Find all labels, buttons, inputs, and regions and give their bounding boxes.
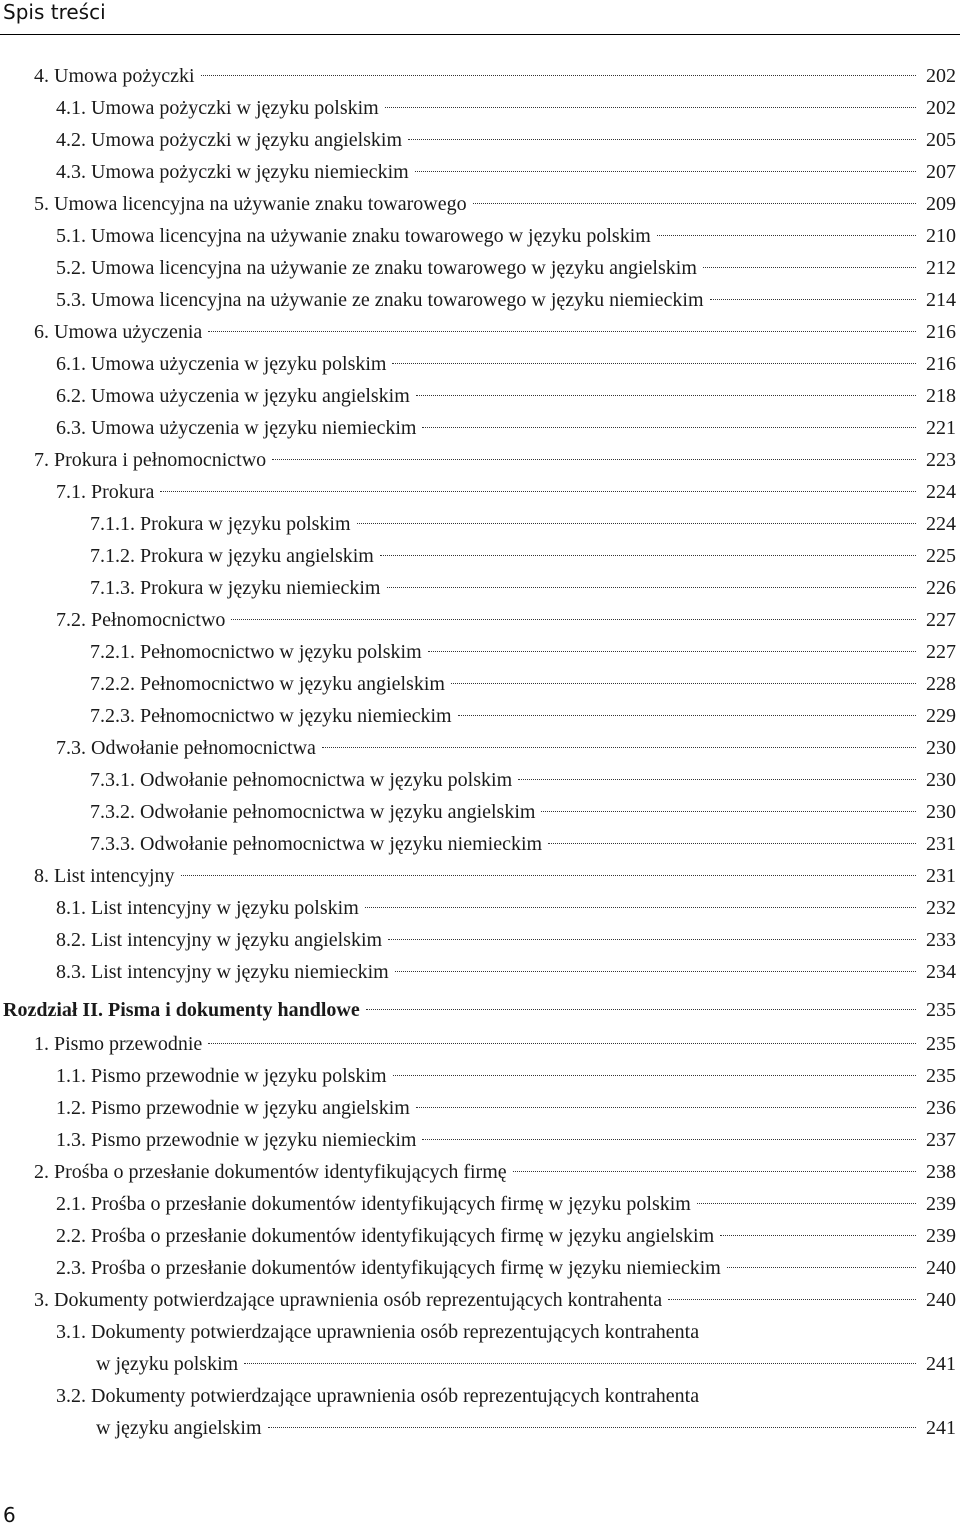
toc-entry-number: 1.2.: [56, 1097, 86, 1119]
toc-entry-number: 7.3.1.: [90, 769, 135, 791]
toc-entry-title: Prokura w języku niemieckim: [140, 577, 381, 599]
toc-entry-page: 223: [926, 449, 956, 471]
toc-entry-number: Rozdział II.: [3, 999, 103, 1021]
toc-entry-title: Prośba o przesłanie dokumentów identyfikujących firmę w języku niemieckim: [91, 1257, 721, 1279]
dot-leader: [385, 107, 916, 108]
toc-entry-page: 202: [926, 65, 956, 87]
toc-entry[interactable]: [90, 542, 960, 570]
toc-row: [0, 126, 960, 154]
toc-entry-number: 1.3.: [56, 1129, 86, 1151]
toc-entry-number: 7.2.2.: [90, 673, 135, 695]
toc-entry[interactable]: [56, 1382, 699, 1410]
toc-entry[interactable]: [56, 1318, 699, 1346]
toc-entry-page: 227: [926, 609, 956, 631]
toc-entry-title: Dokumenty potwierdzające uprawnienia osób reprezentujących kontrahenta: [54, 1289, 663, 1311]
toc-entry-page: 232: [926, 897, 956, 919]
toc-entry-title: Umowa użyczenia w języku niemieckim: [91, 417, 417, 439]
toc-entry-page: 216: [926, 353, 956, 375]
toc-entry[interactable]: [3, 996, 960, 1024]
toc-entry-page: 230: [926, 801, 956, 823]
dot-leader: [380, 555, 916, 556]
toc-entry-number: 8.2.: [56, 929, 86, 951]
toc-entry-page: 207: [926, 161, 956, 183]
dot-leader: [322, 747, 916, 748]
toc-row-continuation: [0, 1414, 960, 1442]
toc-entry[interactable]: [34, 446, 960, 474]
toc-entry-title-continuation: w języku polskim: [96, 1353, 239, 1375]
dot-leader: [710, 299, 916, 300]
toc-entry-number: 8.1.: [56, 897, 86, 919]
dot-leader: [393, 1075, 916, 1076]
toc-entry-number: 7.2.1.: [90, 641, 135, 663]
toc-entry[interactable]: [34, 318, 960, 346]
toc-entry-title: Odwołanie pełnomocnictwa w języku niemieckim: [140, 833, 543, 855]
dot-leader: [697, 1203, 916, 1204]
toc-row: [0, 766, 960, 794]
toc-entry[interactable]: [90, 830, 960, 858]
toc-entry-page: 241: [926, 1353, 956, 1375]
toc-entry-page: 231: [926, 833, 956, 855]
toc-entry-number: 4.2.: [56, 129, 86, 151]
dot-leader: [395, 971, 916, 972]
toc-row: [0, 1094, 960, 1122]
toc-entry-page: 226: [926, 577, 956, 599]
toc-entry-page: 227: [926, 641, 956, 663]
toc-entry[interactable]: [90, 574, 960, 602]
toc-entry-continuation[interactable]: [96, 1414, 960, 1442]
toc-entry-page: 239: [926, 1225, 956, 1247]
toc-entry-page: 238: [926, 1161, 956, 1183]
toc-row: [0, 830, 960, 858]
toc-entry-number: 7.1.2.: [90, 545, 135, 567]
toc-row: [0, 1062, 960, 1090]
toc-entry-number: 7.3.2.: [90, 801, 135, 823]
toc-row: [0, 862, 960, 890]
toc-entry[interactable]: [56, 350, 960, 378]
toc-entry-title: Odwołanie pełnomocnictwa: [91, 737, 316, 759]
toc-entry[interactable]: [56, 1190, 960, 1218]
dot-leader: [208, 331, 916, 332]
toc-entry-number: 7.1.3.: [90, 577, 135, 599]
toc-entry[interactable]: [90, 670, 960, 698]
toc-entry-title-continuation: w języku angielskim: [96, 1417, 262, 1439]
toc-entry-title: Pełnomocnictwo w języku polskim: [140, 641, 422, 663]
toc-entry[interactable]: [56, 382, 960, 410]
dot-leader: [428, 651, 916, 652]
dot-leader: [408, 139, 916, 140]
header-title: Spis treści: [3, 0, 106, 24]
toc-row: [0, 158, 960, 186]
toc-entry-number: 3.1.: [56, 1321, 86, 1343]
dot-leader: [160, 491, 916, 492]
toc-entry-page: 228: [926, 673, 956, 695]
dot-leader: [720, 1235, 916, 1236]
toc-entry-page: 231: [926, 865, 956, 887]
toc-entry[interactable]: [56, 926, 960, 954]
toc-entry-title: Odwołanie pełnomocnictwa w języku angielskim: [140, 801, 536, 823]
toc-entry-number: 4.3.: [56, 161, 86, 183]
toc-entry[interactable]: [34, 862, 960, 890]
toc-entry-page: 236: [926, 1097, 956, 1119]
dot-leader: [181, 875, 916, 876]
toc-entry-number: 3.2.: [56, 1385, 86, 1407]
toc-entry-title: Umowa pożyczki w języku angielskim: [91, 129, 403, 151]
toc-entry-number: 7.3.: [56, 737, 86, 759]
toc-entry[interactable]: [56, 1222, 960, 1250]
toc-entry-continuation[interactable]: [96, 1350, 960, 1378]
toc-row: [0, 414, 960, 442]
toc-entry-page: 225: [926, 545, 956, 567]
toc-entry[interactable]: [90, 638, 960, 666]
toc-row: [0, 286, 960, 314]
toc-entry-title: Prokura w języku polskim: [140, 513, 351, 535]
toc-entry-page: 233: [926, 929, 956, 951]
toc-entry[interactable]: [56, 1254, 960, 1282]
toc-entry-number: 7.2.3.: [90, 705, 135, 727]
toc-entry[interactable]: [56, 286, 960, 314]
toc-entry-title: Pełnomocnictwo w języku niemieckim: [140, 705, 452, 727]
toc-row: [0, 574, 960, 602]
dot-leader: [422, 427, 916, 428]
dot-leader: [548, 843, 916, 844]
toc-row: [0, 318, 960, 346]
dot-leader: [388, 939, 916, 940]
toc-entry-number: 6.2.: [56, 385, 86, 407]
toc-entry-page: 221: [926, 417, 956, 439]
toc-row: [0, 1318, 960, 1346]
toc-entry-number: 7.: [34, 449, 49, 471]
dot-leader: [387, 587, 917, 588]
toc-entry-number: 5.1.: [56, 225, 86, 247]
toc-entry[interactable]: [56, 222, 960, 250]
toc-entry[interactable]: [56, 734, 960, 762]
toc-entry-number: 5.2.: [56, 257, 86, 279]
toc-row: [0, 638, 960, 666]
toc-entry-page: 235: [926, 999, 956, 1021]
dot-leader: [458, 715, 916, 716]
toc-row: [0, 798, 960, 826]
dot-leader: [416, 395, 916, 396]
toc-entry-title: Pismo przewodnie w języku angielskim: [91, 1097, 410, 1119]
toc-entry-page: 240: [926, 1289, 956, 1311]
toc-row: [0, 996, 960, 1024]
toc-entry-title: Prośba o przesłanie dokumentów identyfikujących firmę: [54, 1161, 507, 1183]
toc-row: [0, 734, 960, 762]
dot-leader: [201, 75, 916, 76]
toc-entry-title: Prokura w języku angielskim: [140, 545, 374, 567]
toc-entry-number: 7.2.: [56, 609, 86, 631]
dot-leader: [365, 907, 916, 908]
toc-row: [0, 94, 960, 122]
toc-entry-title: Pełnomocnictwo w języku angielskim: [140, 673, 445, 695]
toc-entry-number: 2.3.: [56, 1257, 86, 1279]
toc-entry-title: Umowa licencyjna na używanie znaku towarowego w języku polskim: [91, 225, 651, 247]
toc-entry-title: Prokura i pełnomocnictwo: [54, 449, 267, 471]
toc-entry-number: 6.1.: [56, 353, 86, 375]
toc-entry[interactable]: [56, 414, 960, 442]
toc-entry-page: 205: [926, 129, 956, 151]
toc-row: [0, 1222, 960, 1250]
dot-leader: [451, 683, 916, 684]
toc-entry[interactable]: [34, 190, 960, 218]
toc-entry-page: 241: [926, 1417, 956, 1439]
toc-entry-page: 235: [926, 1065, 956, 1087]
toc-entry-number: 7.1.: [56, 481, 86, 503]
dot-leader: [703, 267, 916, 268]
toc-entry[interactable]: [34, 1158, 960, 1186]
dot-leader: [268, 1427, 916, 1428]
page-header: [0, 0, 960, 40]
toc-entry-title: Pismo przewodnie: [54, 1033, 203, 1055]
toc-entry[interactable]: [56, 94, 960, 122]
toc-row: [0, 1158, 960, 1186]
dot-leader: [208, 1043, 916, 1044]
toc-entry-title: Umowa licencyjna na używanie znaku towarowego: [54, 193, 467, 215]
toc-row: [0, 254, 960, 282]
dot-leader: [272, 459, 916, 460]
toc-entry[interactable]: [56, 606, 960, 634]
toc-entry-number: 8.: [34, 865, 49, 887]
toc-entry-page: 234: [926, 961, 956, 983]
header-rule: [0, 34, 960, 35]
toc-row: [0, 958, 960, 986]
toc-entry[interactable]: [90, 702, 960, 730]
toc-entry[interactable]: [56, 1062, 960, 1090]
dot-leader: [416, 1107, 916, 1108]
toc-entry[interactable]: [90, 798, 960, 826]
toc-entry-number: 6.3.: [56, 417, 86, 439]
toc-entry-title: Umowa pożyczki w języku niemieckim: [91, 161, 409, 183]
toc-entry-title: List intencyjny w języku angielskim: [91, 929, 383, 951]
toc-entry-title: Dokumenty potwierdzające uprawnienia osób reprezentujących kontrahenta: [91, 1321, 700, 1343]
toc-entry-title: Umowa pożyczki w języku polskim: [91, 97, 379, 119]
toc-row: [0, 350, 960, 378]
toc-entry[interactable]: [56, 126, 960, 154]
toc-entry[interactable]: [90, 510, 960, 538]
toc-entry-number: 6.: [34, 321, 49, 343]
dot-leader: [392, 363, 916, 364]
dot-leader: [366, 1009, 916, 1010]
toc-entry-page: 239: [926, 1193, 956, 1215]
toc-entry-title: Umowa użyczenia w języku polskim: [91, 353, 387, 375]
toc-entry-page: 224: [926, 481, 956, 503]
toc-entry-number: 7.1.1.: [90, 513, 135, 535]
page-number: 6: [3, 1503, 16, 1527]
toc-row: [0, 446, 960, 474]
toc-entry[interactable]: [34, 1286, 960, 1314]
toc-entry-title: List intencyjny w języku niemieckim: [91, 961, 389, 983]
toc-row: [0, 1254, 960, 1282]
toc-row: [0, 894, 960, 922]
toc-entry-number: 3.: [34, 1289, 49, 1311]
dot-leader: [422, 1139, 916, 1140]
toc-entry-title: Umowa pożyczki: [54, 65, 195, 87]
toc-entry-title: Pisma i dokumenty handlowe: [108, 999, 360, 1021]
toc-row: [0, 670, 960, 698]
dot-leader: [357, 523, 916, 524]
toc-entry-page: 212: [926, 257, 956, 279]
toc-row: [0, 478, 960, 506]
toc-entry-title: Dokumenty potwierdzające uprawnienia osób reprezentujących kontrahenta: [91, 1385, 700, 1407]
toc-entry-title: Odwołanie pełnomocnictwa w języku polskim: [140, 769, 513, 791]
toc-entry-number: 4.: [34, 65, 49, 87]
toc-entry-page: 224: [926, 513, 956, 535]
dot-leader: [518, 779, 916, 780]
toc-entry-page: 230: [926, 769, 956, 791]
toc-entry-number: 5.3.: [56, 289, 86, 311]
toc-entry-title: Prośba o przesłanie dokumentów identyfikujących firmę w języku angielskim: [91, 1225, 715, 1247]
dot-leader: [657, 235, 916, 236]
toc-entry-number: 7.3.3.: [90, 833, 135, 855]
toc-entry-number: 1.1.: [56, 1065, 86, 1087]
toc-entry-title: Pismo przewodnie w języku polskim: [91, 1065, 387, 1087]
toc-entry-title: Prokura: [91, 481, 155, 503]
toc-row: [0, 542, 960, 570]
toc-entry[interactable]: [56, 958, 960, 986]
toc-row-continuation: [0, 1350, 960, 1378]
toc-row: [0, 702, 960, 730]
toc-entry[interactable]: [34, 62, 960, 90]
toc-entry-page: 209: [926, 193, 956, 215]
toc-entry-page: 237: [926, 1129, 956, 1151]
toc-entry-page: 235: [926, 1033, 956, 1055]
toc-entry-title: Umowa licencyjna na używanie ze znaku towarowego w języku angielskim: [91, 257, 697, 279]
toc-entry-page: 202: [926, 97, 956, 119]
toc-entry-title: List intencyjny: [54, 865, 175, 887]
toc-entry[interactable]: [56, 254, 960, 282]
toc-row: [0, 190, 960, 218]
toc-entry-number: 5.: [34, 193, 49, 215]
toc-entry-page: 214: [926, 289, 956, 311]
toc-entry-number: 2.: [34, 1161, 49, 1183]
dot-leader: [473, 203, 916, 204]
toc-row: [0, 382, 960, 410]
toc-row: [0, 1286, 960, 1314]
toc-entry-title: Pełnomocnictwo: [91, 609, 226, 631]
toc-entry-number: 2.2.: [56, 1225, 86, 1247]
toc-row: [0, 1030, 960, 1058]
toc-entry[interactable]: [56, 1094, 960, 1122]
toc-row: [0, 510, 960, 538]
dot-leader: [668, 1299, 916, 1300]
dot-leader: [244, 1363, 916, 1364]
toc-entry-number: 4.1.: [56, 97, 86, 119]
toc-entry-page: 230: [926, 737, 956, 759]
toc-row: [0, 606, 960, 634]
toc-entry-title: Umowa użyczenia w języku angielskim: [91, 385, 410, 407]
toc-entry-page: 216: [926, 321, 956, 343]
dot-leader: [541, 811, 916, 812]
toc-row: [0, 1382, 960, 1410]
toc-entry-title: Prośba o przesłanie dokumentów identyfikujących firmę w języku polskim: [91, 1193, 691, 1215]
toc-row: [0, 926, 960, 954]
toc-entry-page: 229: [926, 705, 956, 727]
toc-entry-title: List intencyjny w języku polskim: [91, 897, 359, 919]
toc-entry[interactable]: [56, 478, 960, 506]
toc-row: [0, 62, 960, 90]
toc-entry[interactable]: [56, 158, 960, 186]
toc-entry[interactable]: [90, 766, 960, 794]
toc-entry-page: 210: [926, 225, 956, 247]
toc-entry-title: Umowa licencyjna na używanie ze znaku towarowego w języku niemieckim: [91, 289, 704, 311]
toc-entry-number: 2.1.: [56, 1193, 86, 1215]
dot-leader: [231, 619, 916, 620]
toc-entry-number: 8.3.: [56, 961, 86, 983]
toc-entry-title: Pismo przewodnie w języku niemieckim: [91, 1129, 417, 1151]
dot-leader: [415, 171, 916, 172]
dot-leader: [727, 1267, 916, 1268]
toc-row: [0, 222, 960, 250]
toc-entry-page: 218: [926, 385, 956, 407]
dot-leader: [513, 1171, 916, 1172]
toc-entry-title: Umowa użyczenia: [54, 321, 203, 343]
toc-row: [0, 1190, 960, 1218]
toc-entry-page: 240: [926, 1257, 956, 1279]
toc-row: [0, 1126, 960, 1154]
toc-entry[interactable]: [56, 894, 960, 922]
toc-entry[interactable]: [56, 1126, 960, 1154]
toc-entry-number: 1.: [34, 1033, 49, 1055]
toc-entry[interactable]: [34, 1030, 960, 1058]
